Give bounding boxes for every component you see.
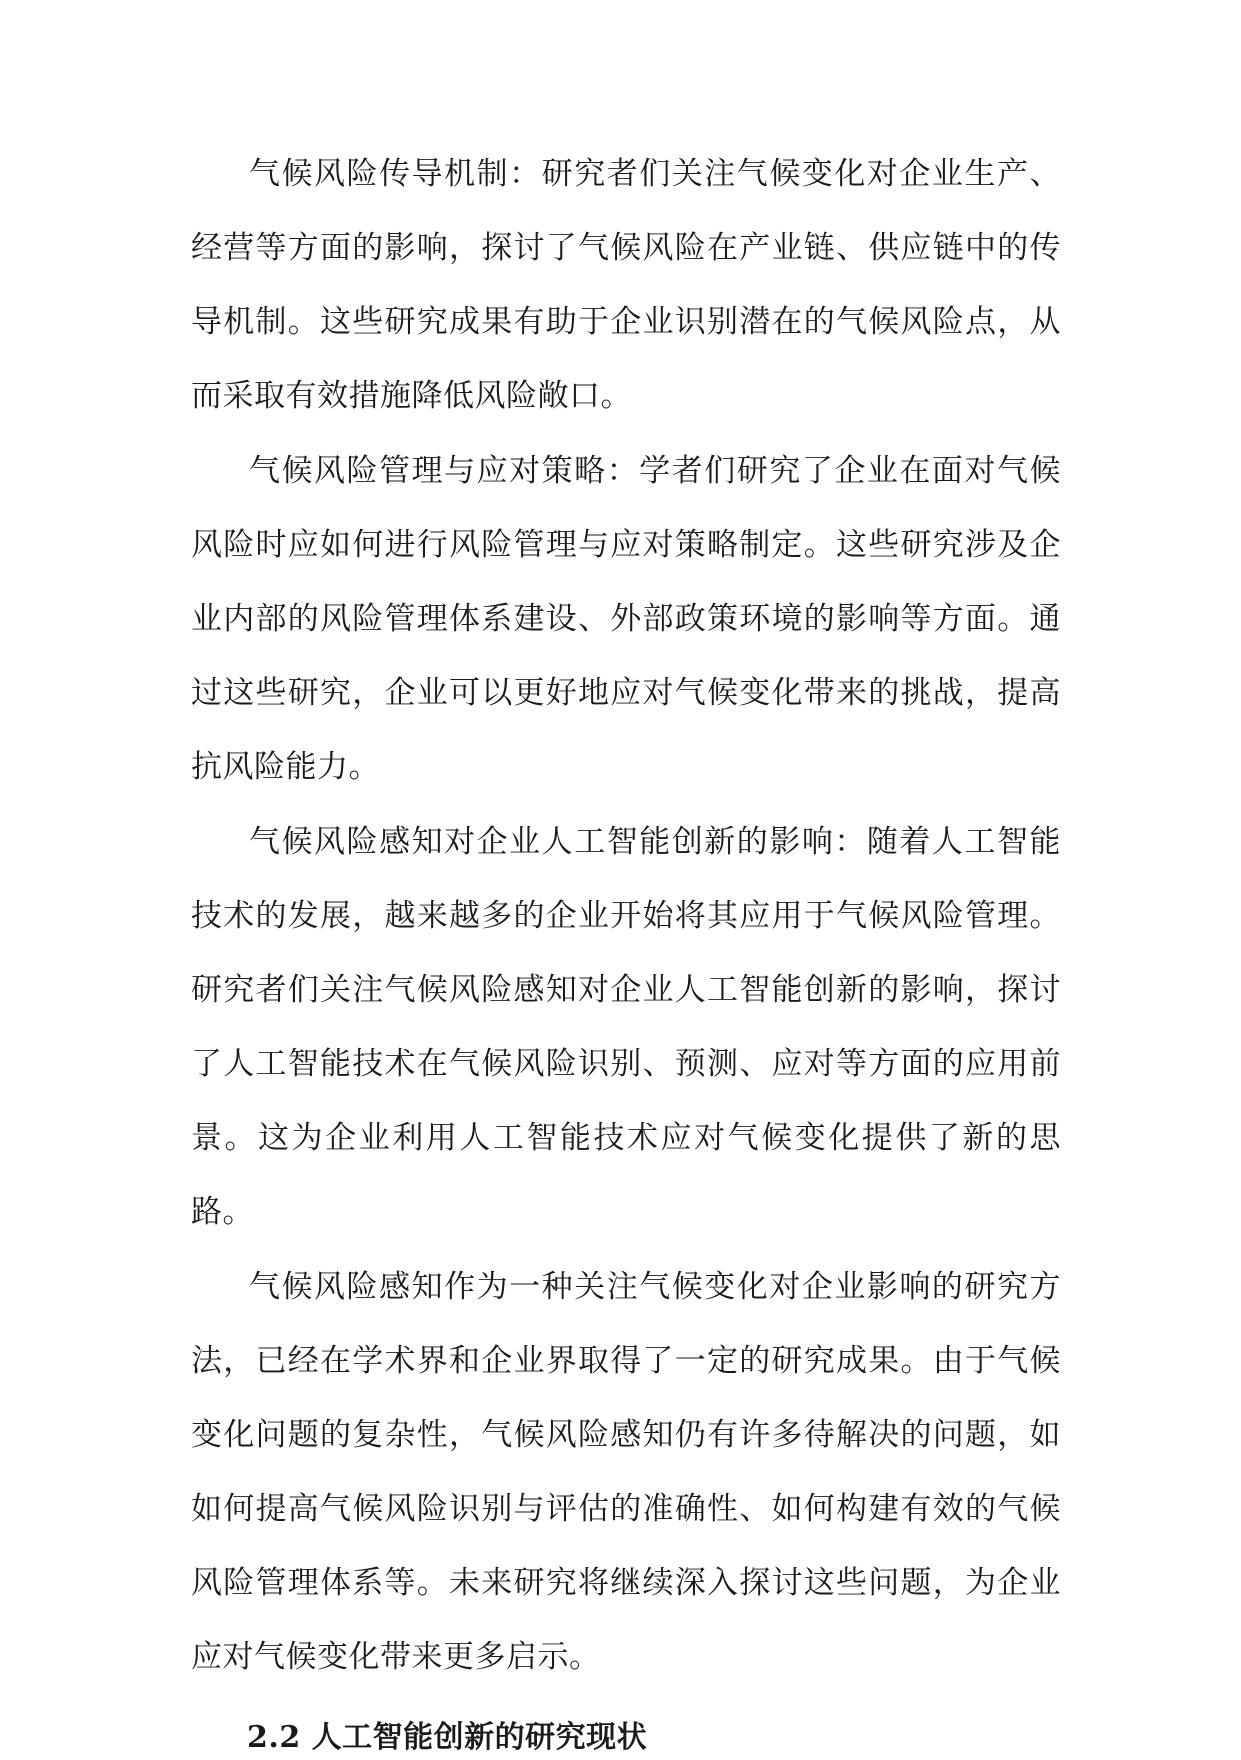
paragraph-climate-risk-transmission: 气候风险传导机制：研究者们关注气候变化对企业生产、经营等方面的影响，探讨了气候风险在产业链、供应链中的传导机制。这些研究成果有助于企业识别潜在的气候风险点，从而采取有效措施降低风险敞口。 bbox=[191, 156, 1061, 414]
document-page bbox=[191, 137, 1061, 1760]
paragraph-climate-risk-management: 气候风险管理与应对策略：学者们研究了企业在面对气候风险时应如何进行风险管理与应对策略制定。这些研究涉及企业内部的风险管理体系建设、外部政策环境的影响等方面。通过这些研究，企业可以更好地应对气候变化带来的挑战，提高抗风险能力。 bbox=[191, 453, 1061, 785]
paragraph-summary: 气候风险感知作为一种关注气候变化对企业影响的研究方法，已经在学术界和企业界取得了一定的研究成果。由于气候变化问题的复杂性，气候风险感知仍有许多待解决的问题，如如何提高气候风险识别与评估的准确性、如何构建有效的气候风险管理体系等。未来研究将继续深入探讨这些问题，为企业应对气候变化带来更多启示。 bbox=[191, 1269, 1061, 1675]
paragraph-ai-innovation-impact: 气候风险感知对企业人工智能创新的影响：随着人工智能技术的发展，越来越多的企业开始将其应用于气候风险管理。研究者们关注气候风险感知对企业人工智能创新的影响，探讨了人工智能技术在气候风险识别、预测、应对等方面的应用前景。这为企业利用人工智能技术应对气候变化提供了新的思路。 bbox=[191, 824, 1061, 1230]
section-heading: 2.2 人工智能创新的研究现状 bbox=[247, 1720, 648, 1755]
